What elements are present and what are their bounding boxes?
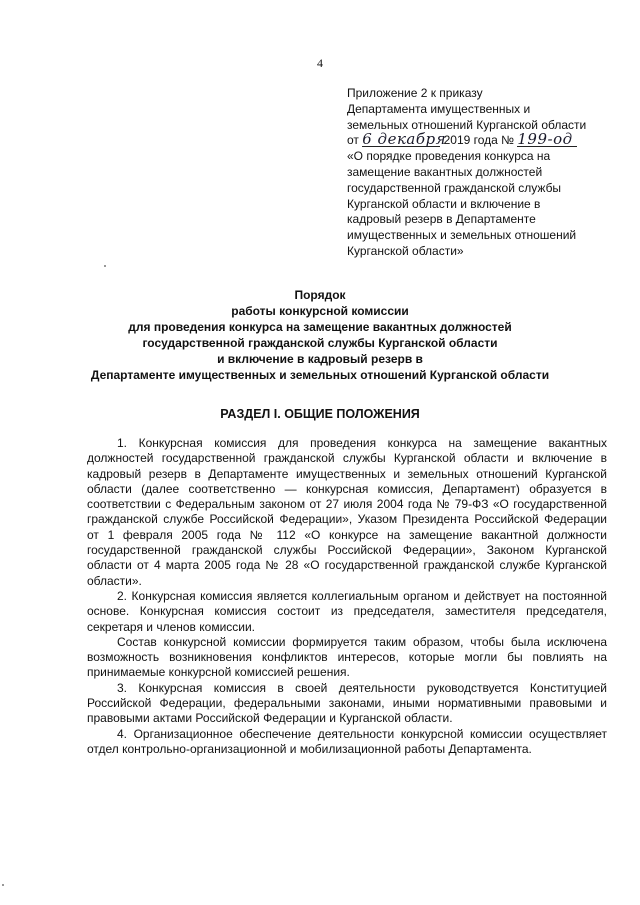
appendix-line: земельных отношений Курганской области xyxy=(347,117,587,132)
page-number: 4 xyxy=(317,56,323,70)
heading-line: Порядок xyxy=(294,288,346,302)
appendix-line: «О порядке проведения конкурса на xyxy=(347,149,551,164)
document-heading xyxy=(0,288,640,383)
appendix-line: Приложение 2 к приказу xyxy=(347,86,483,100)
appendix-line: имущественных и земельных отношений xyxy=(347,228,577,243)
paragraph: 3. Конкурсная комиссия в своей деятельности руководствуется Конституцией Российской Федерации, федеральными законами, иными нормативными правовыми и правовыми актами Российской Федерации и Курганской области. xyxy=(87,680,607,726)
date-prefix: от xyxy=(347,133,359,148)
heading-line: Департаменте имущественных и земельных отношений Курганской области xyxy=(90,367,550,382)
paragraph: 1. Конкурсная комиссия для проведения конкурса на замещение вакантных должностей государственной гражданской службы Курганской области и включение в кадровый резерв в Департаменте имущественных и земельных отношений Курганской области (далее соответственно — конкурсная комиссия, Департамент) образуется в соответствии с Федеральным законом от 27 июля 2004 года № 79-ФЗ «О государственной гражданской службе Российской Федерации», Указом Президента Российской Федерации от 1 февраля 2005 года № 112 «О конкурсе на замещение вакантной должности государственной гражданской службы Российской Федерации», Законом Курганской области от 4 марта 2005 года № 28 «О государственной гражданской службе Курганской области». xyxy=(87,436,607,588)
scan-speck xyxy=(104,265,106,267)
appendix-line: замещение вакантных должностей xyxy=(347,164,543,179)
section-title: РАЗДЕЛ I. ОБЩИЕ ПОЛОЖЕНИЯ xyxy=(220,407,420,421)
date-middle: 2019 года № xyxy=(443,133,515,148)
paragraph: 2. Конкурсная комиссия является коллегиальным органом и действует на постоянной основе. Конкурсная комиссия состоит из председателя, заместителя председателя, секретаря и членов комиссии. xyxy=(87,588,607,634)
appendix-block xyxy=(347,86,619,260)
heading-line: государственной гражданской службы Курганской области xyxy=(142,335,498,350)
handwritten-number: 199-од xyxy=(517,133,577,147)
appendix-line: государственной гражданской службы xyxy=(347,180,562,195)
appendix-line: Департамента имущественных и xyxy=(347,101,531,116)
appendix-date-line xyxy=(347,130,619,149)
paragraph: 4. Организационное обеспечение деятельности конкурсной комиссии осуществляет отдел контрольно-организационной и мобилизационной работы Департамента. xyxy=(87,726,607,756)
heading-line: работы конкурсной комиссии xyxy=(231,303,409,318)
appendix-line: кадровый резерв в Департаменте xyxy=(347,212,536,227)
appendix-line: Курганской области и включение в xyxy=(347,196,541,211)
appendix-line: Курганской области» xyxy=(347,243,464,258)
scan-speck xyxy=(2,884,4,886)
paragraph: Состав конкурсной комиссии формируется таким образом, чтобы была исключена возможность возникновения конфликтов интересов, которые могли бы повлиять на принимаемые конкурсной комиссией решения. xyxy=(87,634,607,680)
heading-line: и включение в кадровый резерв в xyxy=(217,351,423,366)
handwritten-date: 6 декабря xyxy=(362,130,447,149)
body-text xyxy=(87,436,607,757)
heading-line: для проведения конкурса на замещение вакантных должностей xyxy=(128,319,512,334)
